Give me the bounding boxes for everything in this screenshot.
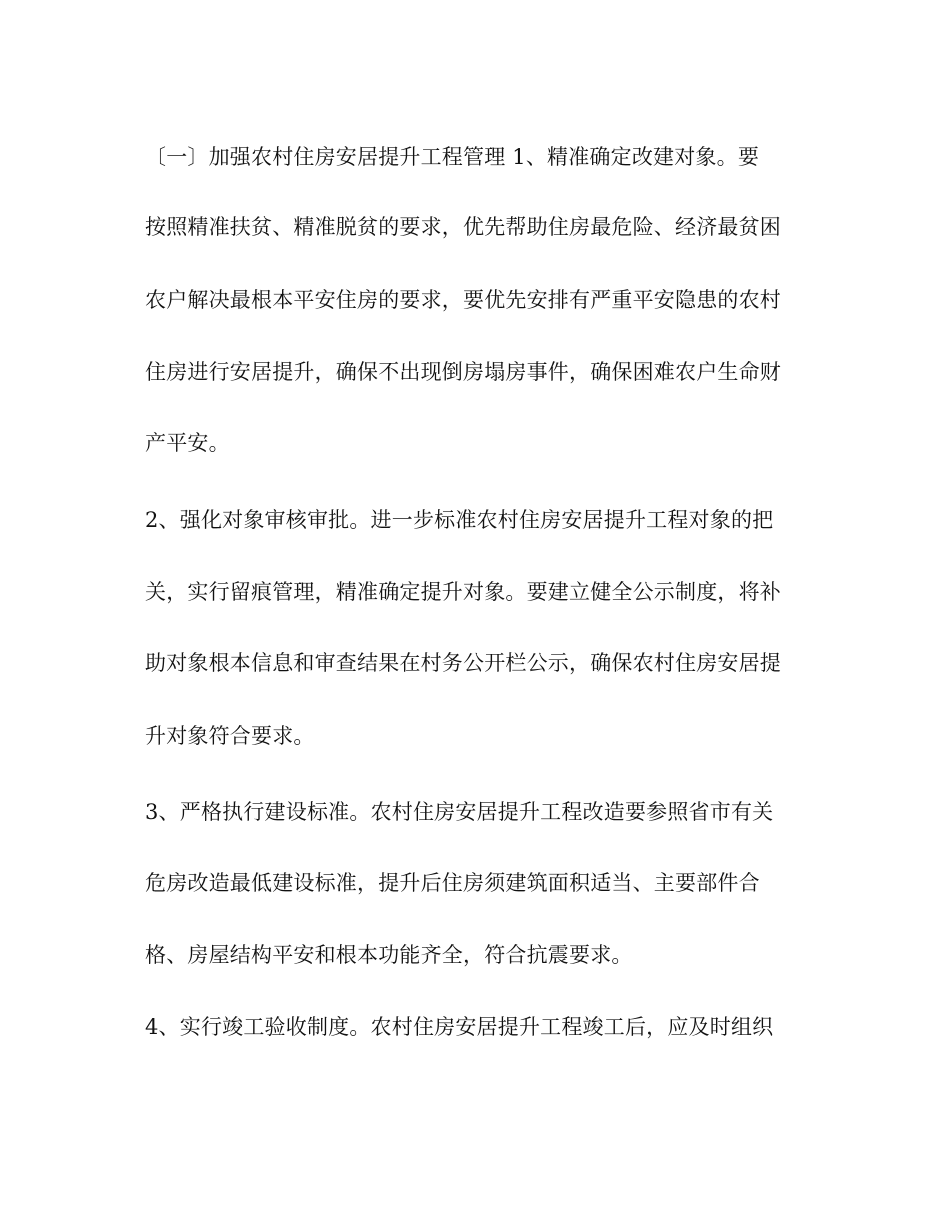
text-line: 4、实行竣工验收制度。农村住房安居提升工程竣工后，应及时组织 (145, 1015, 774, 1039)
text-line: 危房改造最低建设标准，提升后住房须建筑面积适当、主要部件合 (145, 871, 760, 895)
text-line: 助对象根本信息和审查结果在村务公开栏公示，确保农村住房安居提 (145, 651, 781, 675)
text-line: 农户解决最根本平安住房的要求，要优先安排有严重平安隐患的农村 (145, 288, 781, 312)
text-line: 〔一〕加强农村住房安居提升工程管理 1、精准确定改建对象。要 (145, 145, 760, 169)
text-line: 按照精准扶贫、精准脱贫的要求，优先帮助住房最危险、经济最贫困 (145, 215, 781, 239)
text-line: 产平安。 (145, 431, 230, 455)
text-line: 关，实行留痕管理，精准确定提升对象。要建立健全公示制度，将补 (145, 580, 781, 604)
text-line: 升对象符合要求。 (145, 724, 315, 748)
text-line: 住房进行安居提升，确保不出现倒房塌房事件，确保困难农户生命财 (145, 360, 781, 384)
text-line: 2、强化对象审核审批。进一步标准农村住房安居提升工程对象的把 (145, 508, 774, 532)
text-line: 格、房屋结构平安和根本功能齐全，符合抗震要求。 (145, 943, 633, 967)
text-line: 3、严格执行建设标准。农村住房安居提升工程改造要参照省市有关 (145, 800, 774, 824)
